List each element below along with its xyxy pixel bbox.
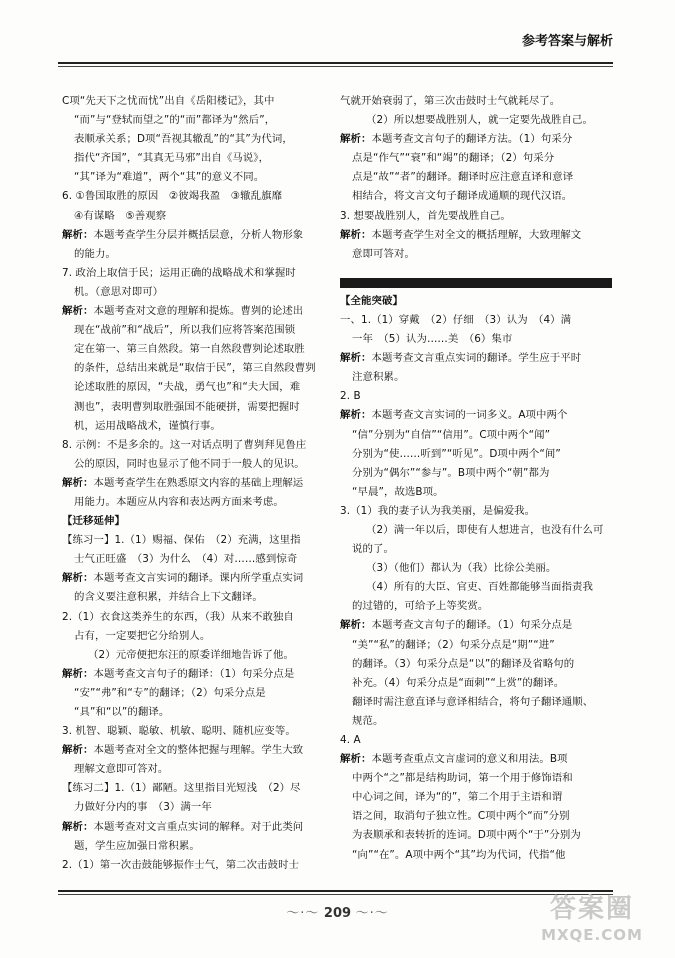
watermark-url: MXQE.COM bbox=[541, 926, 643, 944]
analysis-label: 解析： bbox=[62, 228, 94, 241]
text-line: 解析：本题考查对文言重点实词的解释。对于此类问 bbox=[62, 820, 304, 833]
text-line: 现在“战前”和“战后”，所以我们应将答案范围锁 bbox=[74, 324, 296, 337]
text-line: （3）（他们）都认为（我）比徐公美丽。 bbox=[366, 562, 557, 575]
text-line: 士气正旺盛 （3）为什么 （4）对……感到惊奇 bbox=[74, 553, 298, 566]
text-line: 解析：本题考查文言句子的翻译。（1）句采分点是 bbox=[340, 619, 573, 632]
text-line: （2）满一年以后，即使有人想进言，也没有什么可 bbox=[366, 523, 604, 536]
header-title: 参考答案与解析 bbox=[521, 34, 613, 49]
text-line: 2.（1）衣食这类养生的东西，（我）从来不敢独自 bbox=[62, 610, 294, 623]
text-line: 解析：本题考查文言句子的翻译方法。（1）句采分 bbox=[340, 133, 573, 146]
text-line: 表顺承关系；D项“吾视其辙乱”的“其”为代词， bbox=[74, 133, 293, 146]
text-line: 意即可答对。 bbox=[352, 247, 415, 260]
text-line: 解析：本题考查对全文的整体把握与理解。学生大致 bbox=[62, 744, 304, 757]
text-line: 4. A bbox=[340, 734, 361, 746]
analysis-label: 解析： bbox=[340, 753, 372, 766]
text-line: 分别为“偶尔”“参与”。B项中两个“朝”都为 bbox=[352, 466, 550, 479]
text-line: 【练习一】1.（1）赐福、保佑 （2）充满，这里指 bbox=[62, 534, 301, 547]
analysis-label: 解析： bbox=[340, 409, 372, 422]
text-line: 题，学生应加强日常积累。 bbox=[74, 839, 200, 852]
section-heading: 【全能突破】 bbox=[340, 294, 403, 307]
text-line: 7. 政治上取信于民；运用正确的战略战术和掌握时 bbox=[62, 266, 296, 279]
text-line: 解析：本题考查学生对全文的概括理解，大致理解文 bbox=[340, 228, 582, 241]
analysis-label: 解析： bbox=[62, 667, 94, 680]
text-line: 解析：本题考查文言实词的一词多义。A项中两个 bbox=[340, 409, 568, 422]
text-line: 解析：本题考查对文意的理解和提炼。曹刿的论述出 bbox=[62, 305, 304, 318]
text-line: 的条件，总结出来就是“取信于民”，第三自然段曹刿 bbox=[74, 362, 316, 375]
text-line: （2）所以想要战胜别人，就一定要先战胜自己。 bbox=[366, 114, 594, 127]
text-line: 机，运用战略战术，谨慎行事。 bbox=[74, 419, 221, 432]
text-line: （4）所有的大臣、官吏、百姓都能够当面指责我 bbox=[366, 581, 594, 594]
text-line: 3.（1）我的妻子认为我美丽，是偏爱我。 bbox=[340, 504, 536, 517]
text-line: 6. ①鲁国取胜的原因 ②彼竭我盈 ③辙乱旗靡 bbox=[62, 190, 283, 203]
text-line: 点是“故”“者”的翻译。翻译时应注意直译和意译 bbox=[352, 171, 574, 184]
text-line: 解析：本题考查学生分层并概括层意，分析人物形象 bbox=[62, 228, 304, 241]
text-line: 点是“作气”“衰”和“竭”的翻译；（2）句采分 bbox=[352, 152, 555, 165]
text-line: 注意积累。 bbox=[352, 371, 405, 384]
ornament-left: ～·～ bbox=[286, 906, 320, 921]
section-divider-bar bbox=[340, 278, 612, 288]
section-heading: 【迁移延伸】 bbox=[62, 515, 125, 528]
text-line: 测也”，表明曹刿取胜强国不能硬拼，需要把握时 bbox=[74, 400, 300, 413]
header-rule-thin bbox=[58, 66, 613, 67]
text-line: 为表顺承和表转折的连词。D项中两个“于”分别为 bbox=[352, 829, 581, 842]
ornament-right: ～·～ bbox=[355, 906, 389, 921]
analysis-label: 解析： bbox=[62, 572, 94, 585]
analysis-label: 解析： bbox=[340, 619, 372, 632]
text-line: 解析：本题考查文言重点实词的翻译。学生应于平时 bbox=[340, 352, 582, 365]
text-line: 一年 （5）认为……美 （6）集市 bbox=[352, 333, 513, 346]
text-line: C项“先天下之忧而忧”出自《岳阳楼记》，其中 bbox=[62, 95, 275, 107]
text-line: 3. 机智、聪颖、聪敏、机敏、聪明、随机应变等。 bbox=[62, 725, 296, 738]
text-line: 的过错的，可给予上等奖赏。 bbox=[352, 600, 489, 613]
text-line: 说的了。 bbox=[352, 543, 394, 556]
text-line: 补充。（4）句采分点是“面刺”“上赏”的翻译。 bbox=[352, 676, 565, 689]
analysis-label: 解析： bbox=[62, 820, 94, 833]
text-line: 的翻译。（3）句采分点是“以”的翻译及省略句的 bbox=[352, 657, 575, 670]
text-line: ④有谋略 ⑤善观察 bbox=[74, 209, 167, 222]
analysis-label: 解析： bbox=[340, 133, 372, 146]
header-rule bbox=[58, 62, 613, 64]
analysis-label: 解析： bbox=[62, 744, 94, 757]
page-header bbox=[0, 0, 675, 62]
text-line: 翻译时需注意直译与意译相结合，将句子翻译通顺、 bbox=[352, 695, 594, 708]
text-line: 用能力。本题应从内容和表达两方面来考虑。 bbox=[74, 495, 284, 508]
text-line: 解析：本题考查文言句子的翻译：（1）句采分点是 bbox=[62, 667, 295, 680]
text-line: “其”译为“难道”，两个“其”的意义不同。 bbox=[74, 171, 265, 184]
watermark-logo bbox=[517, 892, 667, 952]
page-number-text: 209 bbox=[323, 906, 352, 921]
text-line: 解析：本题考查文言实词的翻译。课内所学重点实词 bbox=[62, 572, 304, 585]
text-line: “早晨”，故选B项。 bbox=[352, 485, 444, 498]
analysis-label: 解析： bbox=[340, 352, 372, 365]
text-line: 理解文意即可答对。 bbox=[74, 763, 169, 776]
text-line: 的能力。 bbox=[74, 247, 116, 260]
text-line: 语之间，取消句子独立性。C项中两个“而”分别 bbox=[352, 810, 570, 823]
text-line: 的含义要注意积累，并结合上下文翻译。 bbox=[74, 591, 263, 604]
text-line: 机。（意思对即可） bbox=[74, 285, 164, 298]
text-line: 气就开始衰弱了，第三次击鼓时士气就耗尽了。 bbox=[340, 95, 561, 107]
text-line: 规范。 bbox=[352, 714, 384, 727]
left-column bbox=[62, 92, 334, 875]
text-line: 3. 想要战胜别人，首先要战胜自己。 bbox=[340, 209, 511, 222]
text-line: “而”与“登轼而望之”的“而”都译为“然后”， bbox=[74, 114, 276, 127]
text-line: 一、1.（1）穿戴 （2）仔细 （3）认为 （4）满 bbox=[340, 313, 572, 326]
text-line: “安”“弗”和“专”的翻译；（2）句采分点是 bbox=[74, 686, 266, 699]
text-line: 占有，一定要把它分给别人。 bbox=[74, 629, 211, 642]
text-line: 中两个“之”都是结构助词，第一个用于修饰语和 bbox=[352, 772, 573, 785]
text-line: 论述取胜的原因，“夫战，勇气也”和“夫大国，难 bbox=[74, 381, 301, 394]
analysis-label: 解析： bbox=[62, 476, 94, 489]
text-line: 解析：本题考查重点文言虚词的意义和用法。B项 bbox=[340, 753, 568, 766]
text-line: “具”和“以”的翻译。 bbox=[74, 706, 170, 718]
text-line: 中心词之间，译为“的”，第二个用于主语和谓 bbox=[352, 791, 563, 804]
text-line: 【练习二】1.（1）鄙陋。这里指目光短浅 （2）尽 bbox=[62, 782, 301, 795]
text-line: 2.（1）第一次击鼓能够振作士气，第二次击鼓时士 bbox=[62, 858, 300, 871]
text-line: “美”“私”的翻译；（2）句采分点是“期”“进” bbox=[352, 638, 555, 651]
text-line: 指代“齐国”，“其真无马邪”出自《马说》， bbox=[74, 152, 270, 165]
text-line: （2）元帝便把东汪的原委详细地告诉了他。 bbox=[88, 648, 295, 661]
text-line: “向”“在”。A项中两个“其”均为代词，代指“他 bbox=[352, 848, 566, 861]
right-column bbox=[340, 92, 612, 865]
analysis-label: 解析： bbox=[340, 228, 372, 241]
text-line: 分别为“使……听到”“听见”。D项中两个“间” bbox=[352, 447, 561, 460]
text-line: 2. B bbox=[340, 390, 361, 403]
text-line: “信”分别为“自信”“信用”。C项中两个“闻” bbox=[352, 428, 551, 441]
text-line: 力做好分内的事 （3）满一年 bbox=[74, 801, 212, 814]
analysis-label: 解析： bbox=[62, 305, 94, 318]
text-line: 相结合，将文言文句子翻译成通顺的现代汉语。 bbox=[352, 190, 573, 203]
text-line: 解析：本题考查学生在熟悉原文内容的基础上理解运 bbox=[62, 476, 304, 489]
text-line: 8. 示例：不是多余的。这一对话点明了曹刿拜见鲁庄 bbox=[62, 438, 307, 451]
watermark-text: 答案圈 bbox=[549, 894, 634, 924]
text-line: 定在第一、第三自然段。第一自然段曹刿论述取胜 bbox=[74, 343, 305, 356]
text-line: 公的原因，同时也显示了他不同于一般人的见识。 bbox=[74, 457, 305, 470]
